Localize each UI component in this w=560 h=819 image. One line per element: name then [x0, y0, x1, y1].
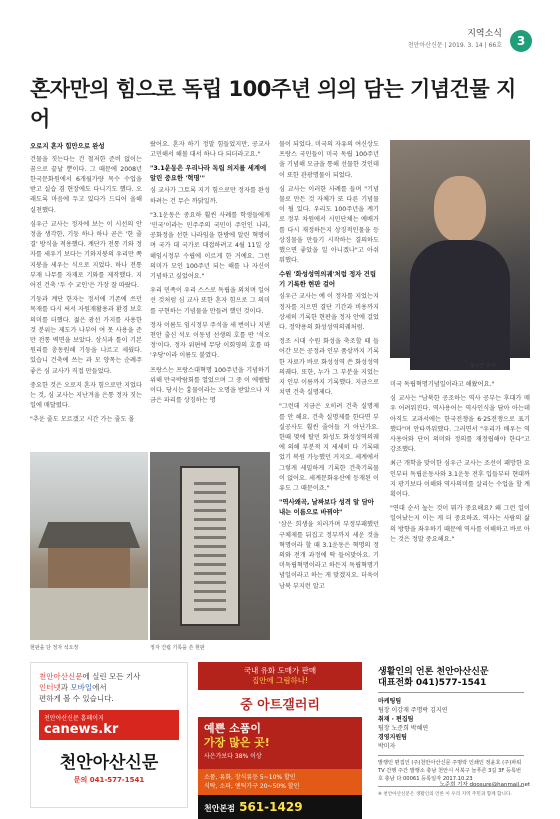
pavilion-photo	[30, 452, 148, 640]
ad-text: 에 실린 모든 기사	[82, 672, 141, 681]
newspaper-web-ad	[30, 662, 188, 808]
ad-brand-text: 천안아산신문	[39, 672, 83, 681]
issue-meta: 천안아산신문 | 2019. 3. 14 | 66호	[407, 42, 502, 49]
ad-text: 편하게 볼 수 있습니다.	[39, 694, 114, 703]
masthead-box	[372, 662, 530, 808]
section-name: 지역소식	[467, 29, 502, 39]
ad-text: 식탁, 소파, 엔틱가구 20~50% 할인	[204, 783, 300, 790]
gallery-ad	[198, 662, 362, 814]
paragraph: 건물을 짓는다는 건 철저한 준비 없이는 꿈으로 끝날 뿐이다. 그 때문에 2008년 한국문화원에서 6개월가량 목수 수업을 받고 실습 겸 현장에도 다니기도 했다. 오래도록 마음에 두고 있다가 드디어 올해 실천했다.	[30, 155, 142, 214]
plaque-caption: 정자 건립 기록을 쓴 현판	[150, 645, 205, 651]
team-heading: 취재 · 편집팀	[378, 716, 414, 723]
plaque-inscription	[194, 482, 226, 612]
paragraph: 정자 이름도 임시정부 주석을 세 번이나 지낸 천안 출신 석오 이동녕 선생의 호를 딴 '석오정'이다. 정자 위편에 무당 이회영의 호를 따 '우당'이라 이름도 붙였다.	[150, 321, 270, 360]
paragraph: 중요한 것은 오로지 혼자 힘으로만 지었다는 것, 심 교사는 지난겨울 은통 정자 짓는 일에 매달렸다.	[30, 381, 142, 410]
ad-text: 에서	[92, 683, 107, 692]
paragraph: '삼은 희생을 치러가며 부정부패했던 구체제를 뒤집고 정부까지 세운 것을 혁명이라 할 때 3.1운동은 혁명의 정의와 전개 과정에 딱 들어맞아요. 기미독립혁명이라고 하든지 독립혁명기념일이라고 하는 게 맞겠지요. 더욱이 남북 부지런 알고	[279, 521, 379, 590]
paragraph: 심 교사는 "남북한 공조하는 역사 공부는 후대가 매우 어려워진다. 역사용어는 역사인식을 담아 아는데 아직도 교과서에는 한국전쟁을 6·25전쟁으로 표기했다"며 안타까워했다. 그러면서 "우리가 배우는 역사용어와 단어 의미와 정의를 재정립해야 한다"고 강조했다.	[390, 395, 530, 454]
homepage-banner[interactable]	[39, 710, 179, 740]
article-column-2	[150, 140, 270, 452]
gallery-ad-promo	[198, 717, 362, 769]
team-members: 팀장 노준희 박혜연	[378, 725, 429, 732]
pavilion-body	[48, 548, 130, 588]
portrait-head	[434, 176, 486, 242]
paragraph: "추운 줄도 모르겠고 시간 가는 줄도 몰	[30, 416, 135, 424]
paragraph: "3.1운동은 중요하 훨씬 사례를 학생들에게 '민국'이라는 민주주의 국민이 주인인 나라, 공화정을 선한 나라임을 한방에 알린 혁명이며 국가 대 국가로 대접하려고 4월 11일 상해임시정부 수립에 이르게 한 거예요. 그런 의미가 모인 100주년 되는 해를 나 자신이 기념하고 싶었어요."	[150, 211, 270, 281]
masthead-footnote: ※ 천안아산신문은 생활인의 언론 이 우리 지역 주민과 함께 합니다.	[378, 792, 512, 797]
team-members: 팀장 이강재 주명락 김지연	[378, 707, 448, 714]
paragraph: "연대 순서 높는 것이 뭐가 중요해요? 왜 그런 일이 일어났는지 이는 게 더 중요하죠. 역사는 사람의 삶의 방향을 좌우하기 때문에 역사를 이해하고 바로 아는 것은 정말 중요해요."	[390, 505, 530, 543]
pavilion-roof	[38, 522, 140, 548]
team-members: 박미자	[378, 743, 396, 750]
subheading: "역사왜곡, 날짜보다 성격 알 담아내는 이름으로 바꿔야"	[279, 498, 374, 516]
publisher-info: 발행인 편집인 (주)천안아산신문 주명락 인쇄인 정윤호 (주)파워TV 간행 주간 발행소 충남 천안시 서북구 늘푸른 3길 3F 등록번호 충남 다 00061 등록일자 2017.10.23	[378, 755, 524, 787]
paragraph: 미국 독립혁명기념일이라고 해왔어요."	[390, 381, 495, 388]
portrait-body	[410, 240, 510, 370]
gallery-ad-discounts	[198, 769, 362, 795]
ad-text: 소품, 유화, 장식류등 5~10% 할인	[204, 774, 296, 781]
ad-text: 가장 많은 곳!	[204, 736, 270, 749]
gallery-ad-top	[198, 662, 362, 690]
pavilion-ground	[30, 588, 148, 640]
portrait-caption: 심우근 교사	[470, 363, 496, 369]
plaque-photo	[150, 452, 270, 640]
pavilion-caption: 현판을 단 정자 석오정	[30, 645, 79, 651]
ad-text: 예쁜 소품이	[204, 722, 261, 735]
ad-copy	[39, 671, 179, 704]
paragraph: 우리 민족이 우리 스스로 독립을 외치며 일어선 것처럼 심 교사 또한 혼자 힘으로 그 의미를 구현하는 기념물을 만들려 했던 것이다.	[150, 287, 270, 315]
paragraph: 심우근 교사는 정자에 보는 이 시선의 안정을 생각한, 기둥 하나 하나 곧은 '한 줄 결' 방식을 적용했다. 계단가 전통 기와 정자를 세우기 보다는 기와지붕의 우리만 쪽지붕을 세우는 식으로 지었다. 하나 전통 부재 나무를 자재로 기와를 제작했다. 지어진 건축 '두 수 교인'은 가장 잘 따랐다.	[30, 220, 142, 289]
article-headline: 혼자만의 힘으로 독립 100주년 의의 담는 기념건물 지어	[30, 77, 516, 131]
ad-text: 집안에 그림하나!	[251, 676, 309, 685]
portrait-photo	[390, 140, 530, 358]
ad-text-mobile: 모바일	[70, 683, 93, 692]
ad-text-internet: 인터넷	[39, 683, 61, 692]
page-header	[0, 0, 560, 56]
paragraph: 심 교사가 그토록 지기 힘으로만 정자를 완성하려는 건 무슨 까닭일까.	[150, 187, 270, 205]
ad-text: 과	[60, 683, 71, 692]
ad-text: 국내 유화 도매가 판매	[243, 666, 317, 675]
team-heading: 마케팅팀	[378, 698, 402, 705]
homepage-url[interactable]: canews.kr	[44, 722, 119, 737]
paragraph: 랐어요. 혼자 하기 정말 힘들었지만, 공교사 고민해서 해볼 대서 하나 다 되더라고요."	[150, 141, 270, 159]
paragraph: 심 교사는 이러한 사례를 들며 "기념물로 만든 것 자체가 또 다른 기념물이 될 있다. 우리도 100주년을 계기로 정부 차원에서 시민단체는 예배거를 다시 재정하든지 상징적인물을 등 상징물을 만들기 시작하는 결의하도 했으면 좋았을 일 아니겠나"고 아쉬워했다.	[279, 185, 379, 265]
masthead-phone: 대표전화 041)577-1541	[378, 679, 524, 693]
page-number: 3	[510, 30, 532, 52]
gallery-phone	[198, 795, 362, 819]
reporter-byline: 노준희 기자 doosure@hanmail.net	[439, 782, 530, 788]
masthead-title: 생활인의 언론 천안아산신문	[378, 667, 489, 677]
newspaper-logo: 천안아산신문	[59, 753, 159, 773]
subheading: "3.1운동은 우리나라 독립 의지를 세계에 알린 중요한 '혁명'"	[150, 164, 267, 182]
ad-text: 사은가보다 38% 이상	[204, 753, 262, 760]
contact-phone: 문의 041-577-1541	[73, 776, 145, 784]
paragraph: 최근 개학을 맞이한 심우근 교사는 조선이 패망한 요인부터 독립운동사와 3.1운동 전후 입들부터 현대까지 광기보다 이해와 역사의미를 살리는 수업을 할 계획이다.	[390, 460, 530, 499]
gallery-name: 중 아트갤러리	[198, 690, 362, 717]
article-column-1	[30, 140, 142, 452]
paragraph: 프랑스는 프랑스대혁명 100주년을 기념하기 위해 만국박람회를 열었으며 그 중 이 에펠탑이다. 당시는 흉물이라는 오명을 받았으나 지금은 파리를 상징하는 명	[150, 366, 270, 405]
phone-number: 561-1429	[239, 800, 303, 814]
homepage-label: 천안아산신문 홈페이지	[44, 715, 104, 722]
paragraph: 심우근 교사는 예 이 정자를 지었는지 정자를 지으면 결단 기간과 비용까지 상세히 기록한 현판을 정자 안에 걸었다. 정약용의 화성성역의궤처럼.	[279, 293, 379, 332]
paragraph: 기둥과 계단 한자는 정서에 기존에 쓰던 목재를 다시 써서 자원재활용과 환경 보호 의미를 더했다. 젊은 광선 가지를 사용한 것 분위는 제도가 나부어 여 못 사용을 준만 전통 벽면을 보았다. 상식과 틀이 기본 원리를 충동원해 기둥을 나르고 세웠다. 있습니 건축에 쓰는 과 모 양목는 순례주 좋은 심 교사가 직접 만들었다.	[30, 296, 142, 375]
paragraph: 정조 시대 수원 화성을 축조할 때 들어간 모든 공정과 인부 품삯까지 기록한 자료가 바로 화성성역 쓴 화성성역의궤다. 또한, 누가 그 부분을 지었는지 인부 이름까지 기록했다. 지금으로 치면 건축 실명제다.	[279, 338, 379, 397]
subheading: 오로지 혼자 힘만으로 완성	[30, 142, 105, 150]
team-heading: 경영지원팀	[378, 734, 407, 741]
paragraph: "그런데 지금은 오히려 건축 실명제를 안 해요. 건축 실명제를 한다면 부실공사도 훨씬 줄어들 거 아닌가요. 한때 몇에 탈민 화성도 화성성역의궤에 의해 부분적 지 세세히 다 기록돼었기 복원 가능했던 거지요. 세계에서 그렇게 세밀하게 기록한 건축기록물이 없어요. 세계문화유산에 등재된 이유도 그 때문이죠."	[279, 403, 379, 493]
ad-text: 천안본점	[204, 804, 235, 813]
paragraph: 물이 되었다. 미국의 자유의 여신상도 프랑스 국민들이 미국 독립 100주년을 기념해 모금을 통해 선물한 것인데 이 또한 관광명물이 되었다.	[279, 141, 379, 179]
subheading: 수원 '화성성역의궤'처럼 정자 건립기 기록한 현판 걸어	[279, 270, 377, 288]
